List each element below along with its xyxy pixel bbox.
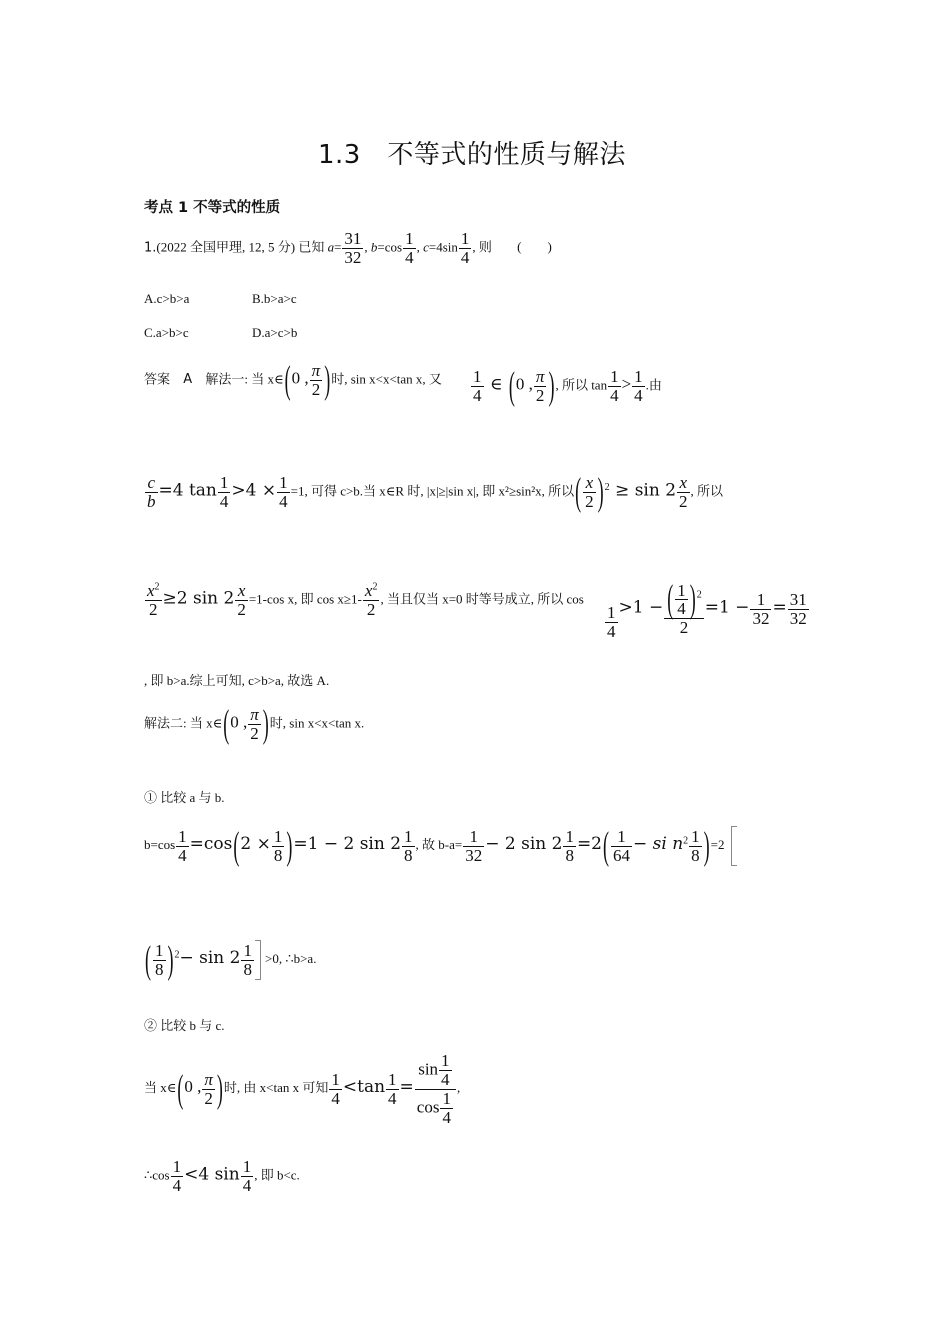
answer-line-4: , 即 b>a.综上可知, c>b>a, 故选 A. bbox=[144, 673, 330, 688]
answer-line-2: $\frac{c}{b}$ =4 tan $\frac{1}{4}$ >4 × $\frac{1}{4}$ =1, 可得 c>b.当 x∈R 时, |x|≥|sin x|, 即 x²≥sin²x, 所以( $\frac{x}{2}$ )$^2$ ≥ sin 2 $\frac{x}{2}$ , 所以 bbox=[147, 469, 724, 514]
question-source: (2022 全国甲理, 12, 5 分) 已知 bbox=[156, 239, 328, 255]
conclusion-line: ∴cos $\frac{1}{4}$ <4 sin $\frac{1}{4}$ , 即 b<c. bbox=[144, 1157, 300, 1195]
fraction-a: $\frac{31}{32}$ bbox=[344, 229, 362, 267]
question-1: 1.(2022 全国甲理, 12, 5 分) 已知 a= $\frac{31}{32}$ , b=cos $\frac{1}{4}$ , c=4sin $\frac{1}{4}$ , 则 ( ) bbox=[144, 229, 552, 267]
compare-b-c: ② 比较 b 与 c. bbox=[144, 1018, 225, 1033]
answer-blank: ( ) bbox=[517, 239, 552, 255]
line-2-text-2: , 所以 bbox=[690, 483, 724, 499]
line-3-text-2: , 当且仅当 x=0 时等号成立, 所以 cos bbox=[380, 591, 584, 607]
line-3-text-1: =1-cos x, 即 cos x≥1- bbox=[248, 591, 362, 607]
answer-line-1: 答案 A 解法一: 当 x∈(0 , $\frac{\pi}{2}$ )时, sin x<x<tan x, 又 bbox=[144, 357, 442, 402]
greater-than-zero: >0, ∴b>a. bbox=[264, 950, 317, 966]
method-1-text-2: , 所以 tan bbox=[555, 377, 608, 393]
therefore-text: ∴cos bbox=[144, 1167, 170, 1183]
when-text: 当 x∈ bbox=[144, 1080, 177, 1096]
option-a: A.c>b>a bbox=[144, 291, 190, 306]
b-equals: b=cos bbox=[144, 836, 176, 852]
compare-a-b: ① 比较 a 与 b. bbox=[144, 790, 225, 805]
answer-line-1b: $\frac{1}{4}$ ∈ (0 , $\frac{\pi}{2}$ ), 所以 tan $\frac{1}{4}$ > $\frac{1}{4}$ .由 bbox=[473, 363, 662, 408]
equals-2: =2 bbox=[710, 836, 725, 852]
method-2-text: 时, sin x<x<tan x. bbox=[269, 715, 365, 731]
section-heading: 考点 1 不等式的性质 bbox=[144, 200, 281, 216]
compare-line-2: ( $\frac{1}{8}$ )$^2$− sin 2 $\frac{1}{8}$ >0, ∴b>a. bbox=[145, 936, 317, 981]
method-2-line: 解法二: 当 x∈(0 , $\frac{\pi}{2}$ )时, sin x<x<tan x. bbox=[144, 701, 365, 746]
method-1-text-1: 时, sin x<x<tan x, 又 bbox=[331, 371, 442, 387]
option-d: D.a>c>b bbox=[252, 325, 298, 340]
conclusion-text: , 即 b<c. bbox=[254, 1167, 300, 1183]
question-number: 1. bbox=[144, 240, 157, 256]
page-title: 1.3 不等式的性质与解法 bbox=[318, 140, 626, 170]
line-2-text-1: =1, 可得 c>b.当 x∈R 时, |x|≥|sin x|, 即 x²≥sin²x, 所以 bbox=[290, 483, 575, 499]
answer-label: 答案 bbox=[144, 371, 171, 387]
b-minus-a: , 故 b-a= bbox=[415, 836, 463, 852]
answer-letter: A bbox=[183, 372, 193, 388]
when-text-1: 时, 由 x<tan x 可知 bbox=[223, 1080, 329, 1096]
question-then: , 则 bbox=[472, 239, 492, 255]
method-1-intro: 解法一: 当 x∈ bbox=[205, 371, 284, 387]
method-2-intro: 解法二: 当 x∈ bbox=[144, 715, 223, 731]
option-b: B.b>a>c bbox=[252, 291, 297, 306]
answer-line-3: $\frac{x^2}{2}$ ≥2 sin 2 $\frac{x}{2}$ =1-cos x, 即 cos x≥1- $\frac{x^2}{2}$ , 当且仅当 x=0 时等号成立, 所以 cos bbox=[147, 581, 584, 619]
answer-line-3b: $\frac{1}{4}$ >1 − ( $\frac{1}{4}$ )$^2$ 2 =1 − $\frac{1}{32}$ = $\frac{31}{32}$ bbox=[607, 576, 807, 641]
compare-line-1: b=cos $\frac{1}{4}$ =cos(2 × $\frac{1}{8}$ )=1 − 2 sin 2 $\frac{1}{8}$ , 故 b-a= $\frac{1}{32}$ − 2 sin 2 $\frac{1}{8}$ =2( $\frac{1}{64}$ − si $n^2$ $\frac{1}{8}$ )=2 bbox=[144, 826, 737, 866]
compare-line-3: 当 x∈(0 , $\frac{\pi}{2}$ )时, 由 x<tan x 可知 $\frac{1}{4}$ <tan $\frac{1}{4}$ = sin $\frac{1}{4}$ cos $\frac{1}{4}$ , bbox=[144, 1051, 461, 1127]
method-1-text-3: .由 bbox=[645, 377, 662, 393]
option-c: C.a>b>c bbox=[144, 325, 189, 340]
